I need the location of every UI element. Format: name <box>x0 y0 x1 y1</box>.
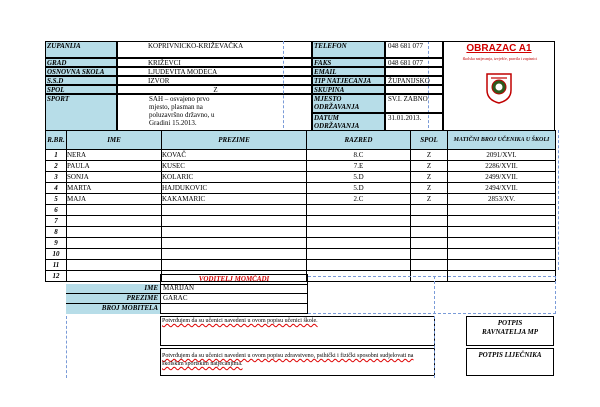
student-id-number[interactable] <box>448 238 556 249</box>
row-number: 11 <box>46 260 67 271</box>
table-dashed-guide <box>558 130 559 270</box>
student-last-name[interactable]: KUSEC <box>162 161 307 172</box>
footer-dashed-guide <box>434 316 435 378</box>
mjesto-value[interactable]: SV.I. ZABNO <box>385 94 443 113</box>
voditelj-prezime-label: PREZIME <box>66 294 160 304</box>
student-id-number[interactable] <box>448 216 556 227</box>
student-id-number[interactable]: 2286/XVII. <box>448 161 556 172</box>
student-first-name[interactable]: MARTA <box>67 183 162 194</box>
sport-label: SPORT <box>45 94 117 133</box>
student-first-name[interactable] <box>67 249 162 260</box>
row-number: 8 <box>46 227 67 238</box>
spol-value[interactable]: Z <box>117 85 312 94</box>
student-id-number[interactable]: 2091/XVI. <box>448 150 556 161</box>
row-number: 7 <box>46 216 67 227</box>
student-class[interactable]: 2.C <box>307 194 411 205</box>
ssd-label: S.S.D <box>45 76 117 85</box>
potvrda-skole-text: Potvrđujem da su učenici navedeni u ovom popisu učenici škole. <box>162 318 318 324</box>
student-gender[interactable] <box>411 249 448 260</box>
students-table <box>45 130 556 282</box>
student-gender[interactable]: Z <box>411 161 448 172</box>
student-first-name[interactable] <box>67 271 162 282</box>
student-gender[interactable] <box>411 260 448 271</box>
form-subtitle: školska natjecanja, izvješće, pravila i zapisnici <box>462 56 538 61</box>
skupina-value[interactable] <box>385 85 443 94</box>
student-class[interactable] <box>307 205 411 216</box>
ravnatelj-signature-label: POTPIS RAVNATELJA MP <box>481 319 539 336</box>
col-rbr-header: R.BR. <box>46 131 67 150</box>
faks-label: FAKS <box>312 58 385 67</box>
student-gender[interactable]: Z <box>411 150 448 161</box>
sport-value[interactable]: SAH – osvajeno prvo mjesto, plasman na poluzavršno državno, u Gradini 15.2013. <box>149 95 215 127</box>
student-last-name[interactable] <box>162 260 307 271</box>
tip-value[interactable]: ŽUPANIJSKO <box>385 76 443 85</box>
student-gender[interactable]: Z <box>411 194 448 205</box>
voditelj-dashed-guide <box>308 276 556 314</box>
student-gender[interactable] <box>411 227 448 238</box>
potvrda-lijecnika-text: Potvrđujem da su učenici navedeni u ovom popisu zdravstveno, psihički i fizički sposobni sudjelovati na školskim sportskim natjecanjima. <box>162 353 414 367</box>
row-number: 2 <box>46 161 67 172</box>
table-row <box>46 150 556 161</box>
table-row <box>46 161 556 172</box>
voditelj-prezime-value[interactable]: GARAC <box>160 294 308 304</box>
datum-label: DATUM ODRŽAVANJA <box>312 113 385 133</box>
col-prezime-header: PREZIME <box>162 131 307 150</box>
table-row <box>46 183 556 194</box>
telefon-value[interactable]: 048 681 077 <box>385 41 443 58</box>
voditelj-title: VODITELJ MOMČADI <box>160 274 308 284</box>
student-gender[interactable] <box>411 205 448 216</box>
table-row <box>46 227 556 238</box>
table-row <box>46 260 556 271</box>
student-last-name[interactable] <box>162 238 307 249</box>
student-class[interactable]: 8.C <box>307 150 411 161</box>
student-gender[interactable]: Z <box>411 183 448 194</box>
student-first-name[interactable]: NERA <box>67 150 162 161</box>
student-id-number[interactable] <box>448 205 556 216</box>
student-gender[interactable] <box>411 238 448 249</box>
skola-value[interactable]: LJUDEVITA MODECA <box>117 67 312 76</box>
student-last-name[interactable]: KAKAMARIC <box>162 194 307 205</box>
grad-label: GRAD <box>45 58 117 67</box>
grad-value[interactable]: KRIŽEVCI <box>117 58 312 67</box>
zupanija-value[interactable]: KOPRIVNICKO-KRIŽEVAČKA <box>117 41 312 58</box>
table-row <box>46 194 556 205</box>
student-first-name[interactable]: PAULA <box>67 161 162 172</box>
row-number: 5 <box>46 194 67 205</box>
ssd-value[interactable]: IZVOR <box>117 76 312 85</box>
row-number: 10 <box>46 249 67 260</box>
student-first-name[interactable] <box>67 227 162 238</box>
student-last-name[interactable] <box>162 249 307 260</box>
student-class[interactable]: 5.D <box>307 172 411 183</box>
voditelj-mobitel-label: BROJ MOBITELA <box>66 304 160 314</box>
student-gender[interactable] <box>411 216 448 227</box>
student-id-number[interactable] <box>448 249 556 260</box>
student-last-name[interactable] <box>162 205 307 216</box>
row-number: 12 <box>46 271 67 282</box>
student-last-name[interactable] <box>162 216 307 227</box>
student-last-name[interactable]: HAJDUKOVIC <box>162 183 307 194</box>
table-row <box>46 249 556 260</box>
student-last-name[interactable] <box>162 227 307 238</box>
table-row <box>46 172 556 183</box>
datum-value[interactable]: 31.01.2013. <box>385 113 443 133</box>
col-razred-header: RAZRED <box>307 131 411 150</box>
student-first-name[interactable] <box>67 260 162 271</box>
student-class[interactable] <box>307 249 411 260</box>
table-row <box>46 238 556 249</box>
voditelj-dashed-guide <box>434 276 435 314</box>
col-maticni-header: MATIČNI BROJ UČENIKA U ŠKOLI <box>448 131 556 150</box>
col-spol-header: SPOL <box>411 131 448 150</box>
student-class[interactable]: 7.E <box>307 161 411 172</box>
form-title: OBRAZAC A1 <box>466 43 532 54</box>
skola-label: OSNOVNA SKOLA <box>45 67 117 76</box>
mjesto-label: MJESTO ODRŽAVANJA <box>312 94 385 113</box>
student-class[interactable]: 5.D <box>307 183 411 194</box>
student-class[interactable] <box>307 227 411 238</box>
student-first-name[interactable] <box>67 205 162 216</box>
student-gender[interactable]: Z <box>411 172 448 183</box>
table-row <box>46 216 556 227</box>
row-number: 9 <box>46 238 67 249</box>
lijecnik-signature-label: POTPIS LIJEČNIKA <box>478 351 542 359</box>
voditelj-dashed-guide <box>66 316 67 378</box>
table-row <box>46 205 556 216</box>
zupanija-label: ZUPANIJA <box>45 41 117 58</box>
student-id-number[interactable]: 2853/XV. <box>448 194 556 205</box>
telefon-label: TELEFON <box>312 41 385 58</box>
student-first-name[interactable] <box>67 238 162 249</box>
skupina-label: SKUPINA <box>312 85 385 94</box>
table-header-row <box>46 131 556 150</box>
voditelj-ime-label: IME <box>66 284 160 294</box>
student-id-number[interactable]: 2499/XVII. <box>448 172 556 183</box>
student-class[interactable] <box>307 260 411 271</box>
student-id-number[interactable]: 2494/XVII. <box>448 183 556 194</box>
student-last-name[interactable]: KOVAČ <box>162 150 307 161</box>
faks-value[interactable]: 048 681 077 <box>385 58 443 67</box>
email-label: EMAIL <box>312 67 385 76</box>
col-ime-header: IME <box>67 131 162 150</box>
student-id-number[interactable] <box>448 227 556 238</box>
email-value[interactable] <box>385 67 443 76</box>
row-number: 6 <box>46 205 67 216</box>
voditelj-mobitel-value[interactable] <box>160 304 308 314</box>
tip-label: TIP NATJECANJA <box>312 76 385 85</box>
student-first-name[interactable]: SONJA <box>67 172 162 183</box>
voditelj-ime-value[interactable]: MARIJAN <box>160 284 308 294</box>
student-id-number[interactable] <box>448 260 556 271</box>
student-class[interactable] <box>307 238 411 249</box>
row-number: 3 <box>46 172 67 183</box>
student-class[interactable] <box>307 216 411 227</box>
student-last-name[interactable]: KOLARIC <box>162 172 307 183</box>
row-number: 1 <box>46 150 67 161</box>
student-first-name[interactable]: MAJA <box>67 194 162 205</box>
spol-label: SPOL <box>45 85 117 94</box>
header-dashed-guide <box>283 41 284 133</box>
row-number: 4 <box>46 183 67 194</box>
school-sports-logo <box>485 72 513 104</box>
student-first-name[interactable] <box>67 216 162 227</box>
